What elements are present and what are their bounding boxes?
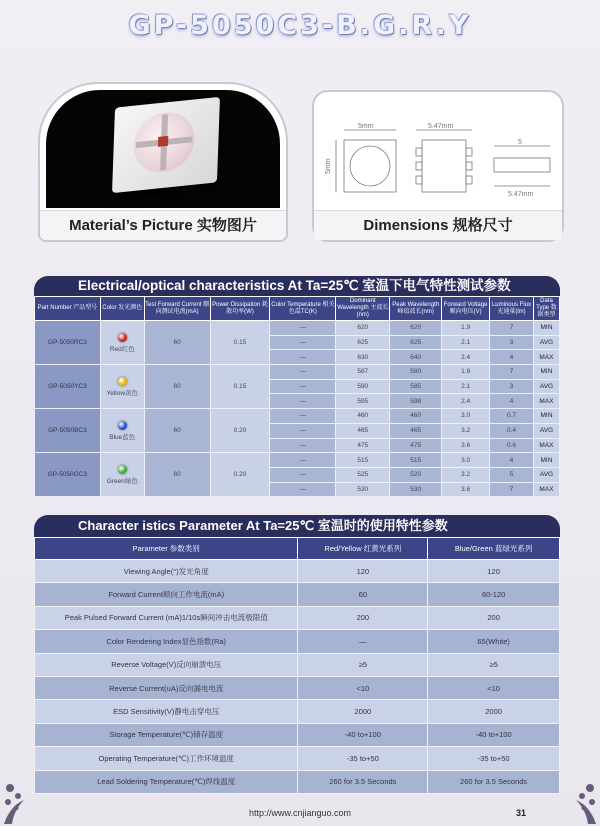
table-cell: AVG (533, 335, 559, 350)
table-cell: 2.4 (442, 350, 490, 365)
electrical-header-cell: Color 发光颜色 (100, 297, 144, 321)
table-cell: 595 (336, 394, 390, 409)
table-cell: — (270, 438, 336, 453)
table-cell: 640 (390, 350, 442, 365)
table-cell: 1.9 (442, 321, 490, 336)
page-title: GP-5050C3-B.G.R.Y (128, 10, 472, 41)
electrical-header-cell: Part Number 产品型号 (35, 297, 101, 321)
table-cell: 0.4 (490, 423, 534, 438)
characteristics-heading: Character istics Parameter At Ta=25℃ 室温时的使用特性参数 (34, 515, 560, 537)
table-cell: MIN (533, 453, 559, 468)
table-cell: 2.1 (442, 379, 490, 394)
electrical-header-cell: Data Type 数据类型 (533, 297, 559, 321)
parameter-value-cell: 200 (298, 606, 428, 629)
characteristics-header-cell: Parameter 参数类别 (35, 538, 298, 560)
parameter-value-cell: -40 to+100 (298, 723, 428, 746)
table-cell: — (270, 365, 336, 380)
table-row (35, 409, 560, 424)
table-cell: MAX (533, 482, 559, 497)
table-cell: 580 (390, 365, 442, 380)
parameter-value-cell: -35 to+50 (428, 747, 560, 770)
table-cell: — (270, 321, 336, 336)
table-cell: — (270, 379, 336, 394)
table-cell: 3.2 (442, 467, 490, 482)
color-cell (100, 365, 144, 409)
table-cell: 3.6 (442, 482, 490, 497)
table-row (35, 747, 560, 770)
characteristics-table (34, 537, 560, 794)
table-cell: — (270, 394, 336, 409)
electrical-header-cell: Test Forward Current 顺向测试电流(mA) (144, 297, 210, 321)
table-cell: 587 (336, 365, 390, 380)
table-cell: 460 (390, 409, 442, 424)
table-row (35, 723, 560, 746)
led-color-icon (118, 465, 127, 474)
color-label: Blue蓝色 (109, 433, 136, 441)
table-cell: AVG (533, 423, 559, 438)
table-cell: 0.7 (490, 409, 534, 424)
table-cell: 530 (390, 482, 442, 497)
table-row (35, 653, 560, 676)
parameter-value-cell: 120 (428, 560, 560, 583)
table-cell: 525 (336, 467, 390, 482)
table-row (35, 630, 560, 653)
color-cell (100, 321, 144, 365)
table-cell: 515 (336, 453, 390, 468)
table-cell: 598 (390, 394, 442, 409)
table-cell: 620 (390, 321, 442, 336)
parameter-name-cell: Operating Temperature(℃)工作环境温度 (35, 747, 298, 770)
power-dissipation-cell: 0.20 (210, 409, 270, 453)
table-cell: 475 (390, 438, 442, 453)
parameter-value-cell: — (298, 630, 428, 653)
electrical-header-cell: Forward Voltage 顺向电压(V) (442, 297, 490, 321)
table-cell: 4 (490, 394, 534, 409)
parameter-value-cell: 200 (428, 606, 560, 629)
color-cell (100, 409, 144, 453)
color-label: Red红色 (109, 345, 135, 353)
dim-side-length-label: 5.47mm (508, 191, 534, 198)
parameter-value-cell: <10 (428, 676, 560, 699)
table-cell: 7 (490, 482, 534, 497)
table-cell: 530 (336, 482, 390, 497)
table-cell: 3.0 (442, 409, 490, 424)
table-cell: 2.4 (442, 394, 490, 409)
table-cell: MAX (533, 350, 559, 365)
table-cell: 7 (490, 321, 534, 336)
parameter-value-cell: 2000 (428, 700, 560, 723)
parameter-value-cell: 120 (298, 560, 428, 583)
forward-current-cell: 60 (144, 365, 210, 409)
parameter-value-cell: ≥5 (428, 653, 560, 676)
table-cell: 7 (490, 365, 534, 380)
table-cell: AVG (533, 467, 559, 482)
table-row (35, 321, 560, 336)
parameter-name-cell: Reverse Voltage(V)反向崩溃电压 (35, 653, 298, 676)
electrical-header-cell: Peak Wavelength 峰值波长(nm) (390, 297, 442, 321)
table-row (35, 606, 560, 629)
floral-ornament-right-icon (560, 776, 600, 826)
material-photo (46, 90, 280, 208)
parameter-name-cell: Viewing Angle(°)发光角度 (35, 560, 298, 583)
table-cell: 465 (336, 423, 390, 438)
page-number: 31 (516, 808, 527, 818)
table-cell: 3.0 (442, 453, 490, 468)
part-number-cell: GP-5050GC3 (35, 453, 101, 497)
parameter-value-cell: <10 (298, 676, 428, 699)
part-number-cell: GP-5050BC3 (35, 409, 101, 453)
parameter-name-cell: Peak Pulsed Forward Current (mA)1/10s瞬间冲击电流极限值 (35, 606, 298, 629)
table-cell: 4 (490, 350, 534, 365)
table-cell: MIN (533, 321, 559, 336)
material-picture-frame (38, 82, 288, 242)
parameter-value-cell: 60 (298, 583, 428, 606)
table-row (35, 770, 560, 793)
dim-side-label: 5 (518, 139, 522, 146)
table-row (35, 560, 560, 583)
characteristics-header-cell: Red/Yellow 红黄光系列 (298, 538, 428, 560)
parameter-value-cell: 260 for 3.5 Seconds (428, 770, 560, 793)
parameter-name-cell: ESD Sensitivity(V)静电击穿电压 (35, 700, 298, 723)
table-row (35, 583, 560, 606)
table-cell: — (270, 423, 336, 438)
parameter-value-cell: 60-120 (428, 583, 560, 606)
table-cell: — (270, 467, 336, 482)
material-caption: Material’s Picture 实物图片 (40, 210, 286, 240)
floral-ornament-left-icon (0, 776, 40, 826)
table-cell: — (270, 350, 336, 365)
table-row (35, 453, 560, 468)
electrical-header-cell: Power Dissipation 耗散功率(W) (210, 297, 270, 321)
parameter-value-cell: 65(White) (428, 630, 560, 653)
color-label: Green绿色 (106, 477, 138, 485)
table-cell: 3.6 (442, 438, 490, 453)
parameter-name-cell: Color Rendering Index显色指数(Ra) (35, 630, 298, 653)
table-cell: — (270, 482, 336, 497)
parameter-name-cell: Lead Soldering Temperature(℃)焊线温度 (35, 770, 298, 793)
table-cell: MAX (533, 394, 559, 409)
electrical-heading: Electrical/optical characteristics At Ta=25℃ 室温下电气特性测试参数 (34, 276, 560, 296)
table-row (35, 700, 560, 723)
table-cell: AVG (533, 379, 559, 394)
parameter-value-cell: -40 to+100 (428, 723, 560, 746)
table-row (35, 676, 560, 699)
power-dissipation-cell: 0.15 (210, 321, 270, 365)
led-color-icon (118, 333, 127, 342)
characteristics-header-cell: Blue/Green 蓝绿光系列 (428, 538, 560, 560)
table-cell: 625 (390, 335, 442, 350)
footer-url: http://www.cnjianguo.com (248, 808, 352, 818)
table-cell: 3 (490, 379, 534, 394)
dim-length-label: 5.47mm (428, 123, 454, 130)
power-dissipation-cell: 0.15 (210, 365, 270, 409)
dim-height-label: 5mm (325, 158, 332, 174)
table-cell: 620 (336, 321, 390, 336)
table-cell: 590 (336, 379, 390, 394)
table-cell: 625 (336, 335, 390, 350)
dimensions-caption: Dimensions 规格尺寸 (314, 210, 562, 240)
color-cell (100, 453, 144, 497)
parameter-name-cell: Reverse Current(uA)反向漏电电流 (35, 676, 298, 699)
forward-current-cell: 60 (144, 409, 210, 453)
table-cell: 3.2 (442, 423, 490, 438)
table-cell: 520 (390, 467, 442, 482)
table-cell: MIN (533, 365, 559, 380)
parameter-name-cell: Forward Current顺向工作电流(mA) (35, 583, 298, 606)
table-cell: MAX (533, 438, 559, 453)
table-cell: — (270, 335, 336, 350)
table-cell: MIN (533, 409, 559, 424)
led-color-icon (118, 421, 127, 430)
part-number-cell: GP-5050RC3 (35, 321, 101, 365)
led-chip-image (112, 97, 220, 193)
parameter-value-cell: -35 to+50 (298, 747, 428, 770)
color-label: Yellow黄色 (106, 389, 139, 397)
forward-current-cell: 60 (144, 453, 210, 497)
parameter-name-cell: Storage Temperature(℃)储存温度 (35, 723, 298, 746)
table-row (35, 365, 560, 380)
table-cell: 630 (336, 350, 390, 365)
table-cell: 460 (336, 409, 390, 424)
dim-width-label: 5mm (358, 123, 374, 130)
electrical-header-cell: Color Temperature 相关色温TC(K) (270, 297, 336, 321)
table-cell: — (270, 453, 336, 468)
table-cell: — (270, 409, 336, 424)
dimensions-drawing (322, 100, 558, 208)
part-number-cell: GP-5050YC3 (35, 365, 101, 409)
forward-current-cell: 60 (144, 321, 210, 365)
led-color-icon (118, 377, 127, 386)
table-cell: 1.9 (442, 365, 490, 380)
table-cell: 515 (390, 453, 442, 468)
parameter-value-cell: 2000 (298, 700, 428, 723)
table-cell: 4 (490, 453, 534, 468)
electrical-header-cell: Luminous Flux 光通量(lm) (490, 297, 534, 321)
electrical-header-cell: Dominant Wavelength 主波长(nm) (336, 297, 390, 321)
parameter-value-cell: 260 for 3.5 Seconds (298, 770, 428, 793)
electrical-table (34, 296, 560, 497)
table-cell: 2.1 (442, 335, 490, 350)
table-cell: 3 (490, 335, 534, 350)
power-dissipation-cell: 0.20 (210, 453, 270, 497)
table-cell: 585 (390, 379, 442, 394)
table-cell: 475 (336, 438, 390, 453)
table-cell: 465 (390, 423, 442, 438)
table-cell: 0.6 (490, 438, 534, 453)
parameter-value-cell: ≥5 (298, 653, 428, 676)
table-cell: 5 (490, 467, 534, 482)
dimensions-frame (312, 90, 564, 242)
